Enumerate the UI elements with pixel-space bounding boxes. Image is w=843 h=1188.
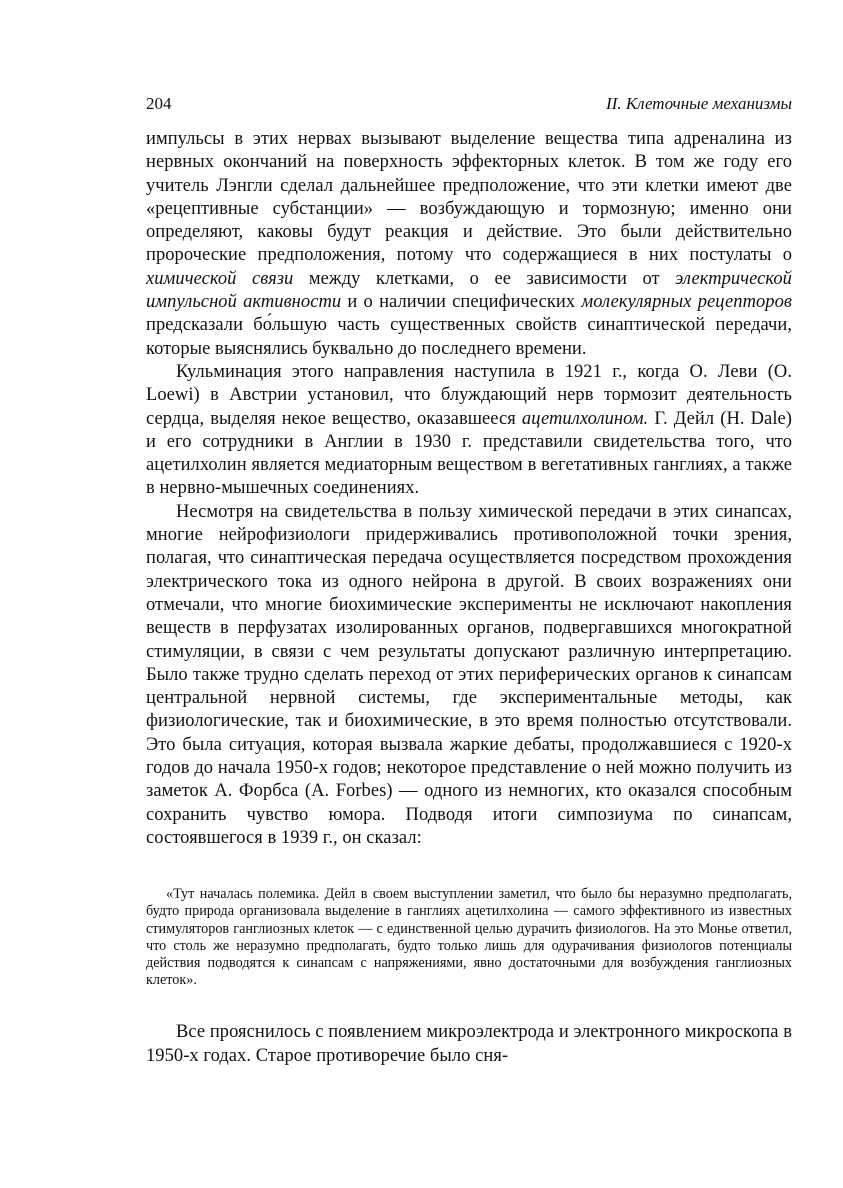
block-quote: «Тут началась полемика. Дейл в своем выступлении заметил, что было бы неразумно предполагать, будто природа организовала выделение в ганглиях ацетилхолина — самого эффективного из известных стимуляторов ганглиозных клеток — с единственной целью дурачить физиологов. На это Монье ответил, что столь же неразумно предполагать, будто только лишь для одурачивания физиологов потенциалы действия подводятся к синапсам с напряжениями, явно достаточными для возбуждения ганглиозных клеток». [146,886,792,989]
chapter-title: II. Клеточные механизмы [606,94,792,113]
paragraph-text: Кульминация этого направления наступила в 1921 г., когда О. Леви (O. Loewi) в Австрии установил, что блуждающий нерв тормозит деятельность сердца, выделяя некое вещество, оказавшееся [146,361,792,429]
italic-term: молекулярных рецепторов [581,292,792,313]
italic-term: электрической импульсной активности [146,268,792,313]
paragraph-text: между клетками, о ее зависимости от [293,268,676,289]
paragraph-text: и о наличии специфических [341,292,582,313]
page-number: 204 [146,94,172,113]
paragraph-text: предсказали бо́льшую часть существенных свойств синаптической передачи, которые выяснялись буквально до последнего времени. [146,315,792,359]
running-head [146,94,792,128]
book-page [146,94,792,1068]
paragraph-loewi [146,361,792,501]
paragraph-text: Г. Дейл (H. Dale) и его сотрудники в Англии в 1930 г. представили свидетельства того, что ацетилхолин является медиаторным веществом в вегетативных ганглиях, а также в нервно-мышечных соединениях. [146,408,792,499]
paragraph-text: импульсы в этих нервах вызывают выделение вещества типа адреналина из нервных окончаний на поверхность эффекторных клеток. В том же году его учитель Лэнгли сделал дальнейшее предположение, что эти клетки имеют две «рецептивные субстанции» — возбуждающую и тормозную; именно они определяют, каковы будут реакция и действие. Это были действительно пророческие предположения, потому что содержащиеся в них постулаты о [146,129,792,266]
paragraph-closing: Все прояснилось с появлением микроэлектрода и электронного микроскопа в 1950-х годах. Старое противоречие было сня- [146,1022,792,1066]
italic-term: химической связи [146,268,294,289]
paragraph-debate: Несмотря на свидетельства в пользу химической передачи в этих синапсах, многие нейрофизиологи придерживались противоположной точки зрения, полагая, что синаптическая передача осуществляется посредством прохождения электрического тока из одного нейрона в другой. В своих возражениях они отмечали, что многие биохимические эксперименты не исключают накопления веществ в перфузатах изолированных органов, подвергавшихся многократной стимуляции, в связи с чем результаты допускают различную интерпретацию. Было также трудно сделать переход от этих периферических органов к синапсам центральной нервной системы, где экспериментальные методы, как физиологические, так и биохимические, в это время полностью отсутствовали. Это была ситуация, которая вызвала жаркие дебаты, продолжавшиеся с 1920-х годов до начала 1950-х годов; некоторое представление о ней можно получить из заметок А. Форбса (A. Forbes) — одного из немногих, кто оказался способным сохранить чувство юмора. Подводя итоги симпозиума по синапсам, состоявшегося в 1939 г., он сказал: [146,501,792,848]
italic-term: ацетилхолином. [521,408,649,429]
paragraph-continuation [146,128,792,361]
